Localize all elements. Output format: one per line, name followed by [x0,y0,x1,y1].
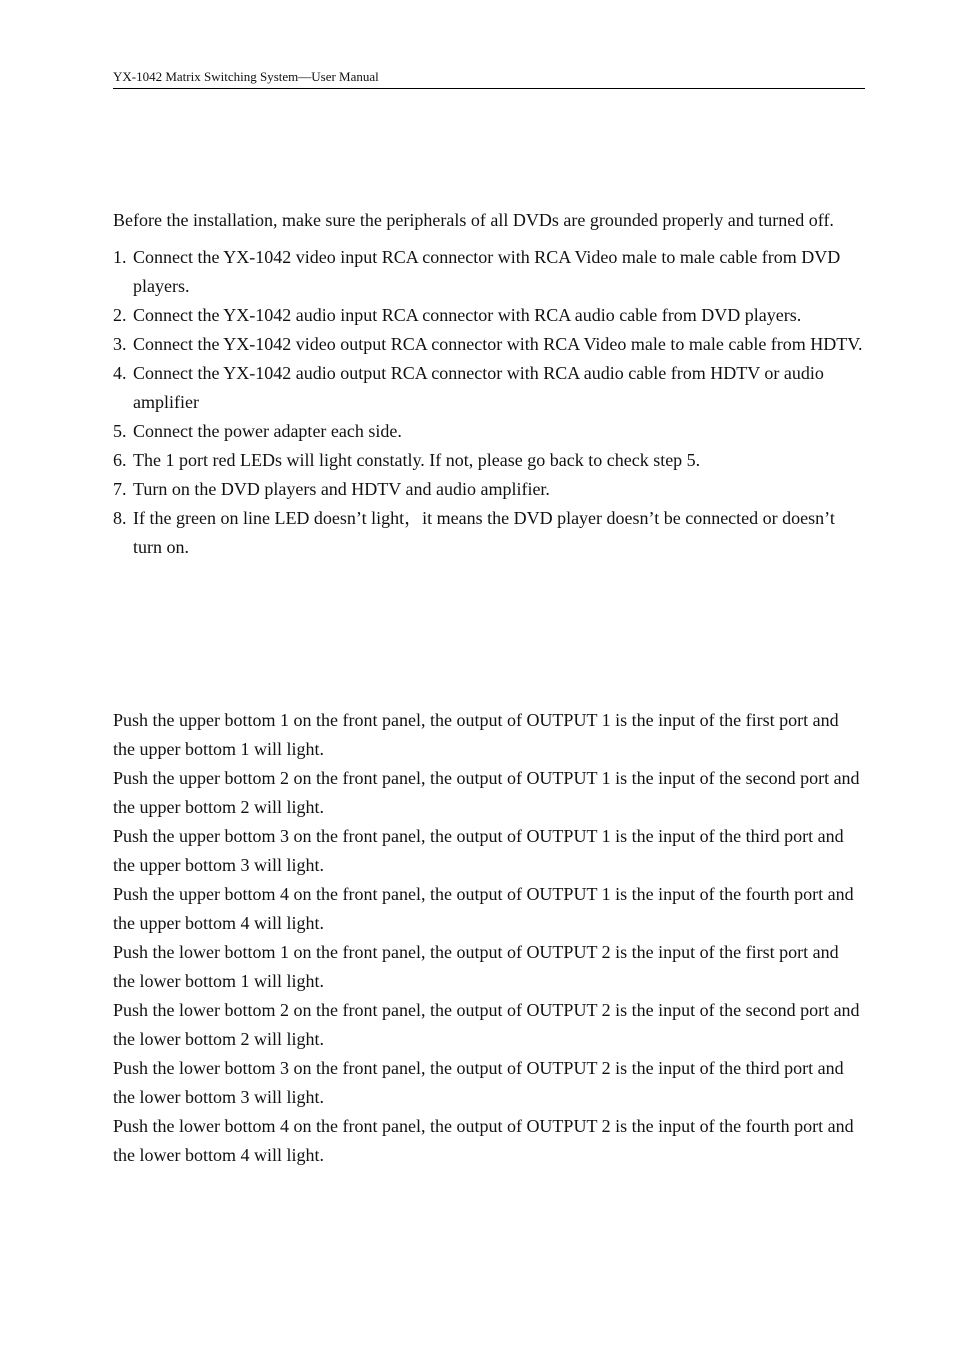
step-text: Connect the YX-1042 video input RCA connector with RCA Video male to male cable from DVD players. [133,247,841,296]
installation-step [113,446,865,475]
operation-paragraph: Push the lower bottom 4 on the front panel, the output of OUTPUT 2 is the input of the fourth port and the lower bottom 4 will light. [113,1116,854,1165]
operation-paragraph: Push the upper bottom 1 on the front panel, the output of OUTPUT 1 is the input of the first port and the upper bottom 1 will light. [113,710,839,759]
step-number: 7. [113,479,127,499]
installation-step [113,504,865,562]
step-number: 3. [113,334,127,354]
step-number: 4. [113,363,127,383]
header-title: YX-1042 Matrix Switching System—User Manual [113,69,379,84]
step-number: 6. [113,450,127,470]
step-text: Turn on the DVD players and HDTV and audio amplifier. [133,479,550,499]
step-number: 2. [113,305,127,325]
operation-paragraph: Push the upper bottom 3 on the front panel, the output of OUTPUT 1 is the input of the third port and the upper bottom 3 will light. [113,826,844,875]
installation-section [113,206,865,562]
installation-step [113,475,865,504]
page-header [113,68,865,89]
installation-steps [113,243,865,562]
step-text: Connect the YX-1042 audio input RCA connector with RCA audio cable from DVD players. [133,305,802,325]
step-text: If the green on line LED doesn’t light，it means the DVD player doesn’t be connected or doesn’t turn on. [133,508,835,557]
installation-step [113,417,865,446]
operation-paragraph: Push the lower bottom 3 on the front panel, the output of OUTPUT 2 is the input of the third port and the lower bottom 3 will light. [113,1058,844,1107]
step-text: Connect the YX-1042 audio output RCA connector with RCA audio cable from HDTV or audio amplifier [133,363,824,412]
installation-step [113,301,865,330]
installation-intro: Before the installation, make sure the peripherals of all DVDs are grounded properly and turned off. [113,210,834,230]
installation-step [113,243,865,301]
installation-step [113,330,865,359]
installation-step [113,359,865,417]
operation-paragraph: Push the upper bottom 2 on the front panel, the output of OUTPUT 1 is the input of the second port and the upper bottom 2 will light. [113,768,860,817]
operation-section [113,706,865,1170]
step-number: 1. [113,247,127,267]
operation-paragraph: Push the upper bottom 4 on the front panel, the output of OUTPUT 1 is the input of the fourth port and the upper bottom 4 will light. [113,884,854,933]
operation-paragraph: Push the lower bottom 2 on the front panel, the output of OUTPUT 2 is the input of the second port and the lower bottom 2 will light. [113,1000,860,1049]
step-number: 5. [113,421,127,441]
step-number: 8. [113,508,127,528]
operation-paragraph: Push the lower bottom 1 on the front panel, the output of OUTPUT 2 is the input of the first port and the lower bottom 1 will light. [113,942,839,991]
step-text: The 1 port red LEDs will light constatly. If not, please go back to check step 5. [133,450,701,470]
step-text: Connect the power adapter each side. [133,421,402,441]
step-text: Connect the YX-1042 video output RCA connector with RCA Video male to male cable from HDTV. [133,334,863,354]
